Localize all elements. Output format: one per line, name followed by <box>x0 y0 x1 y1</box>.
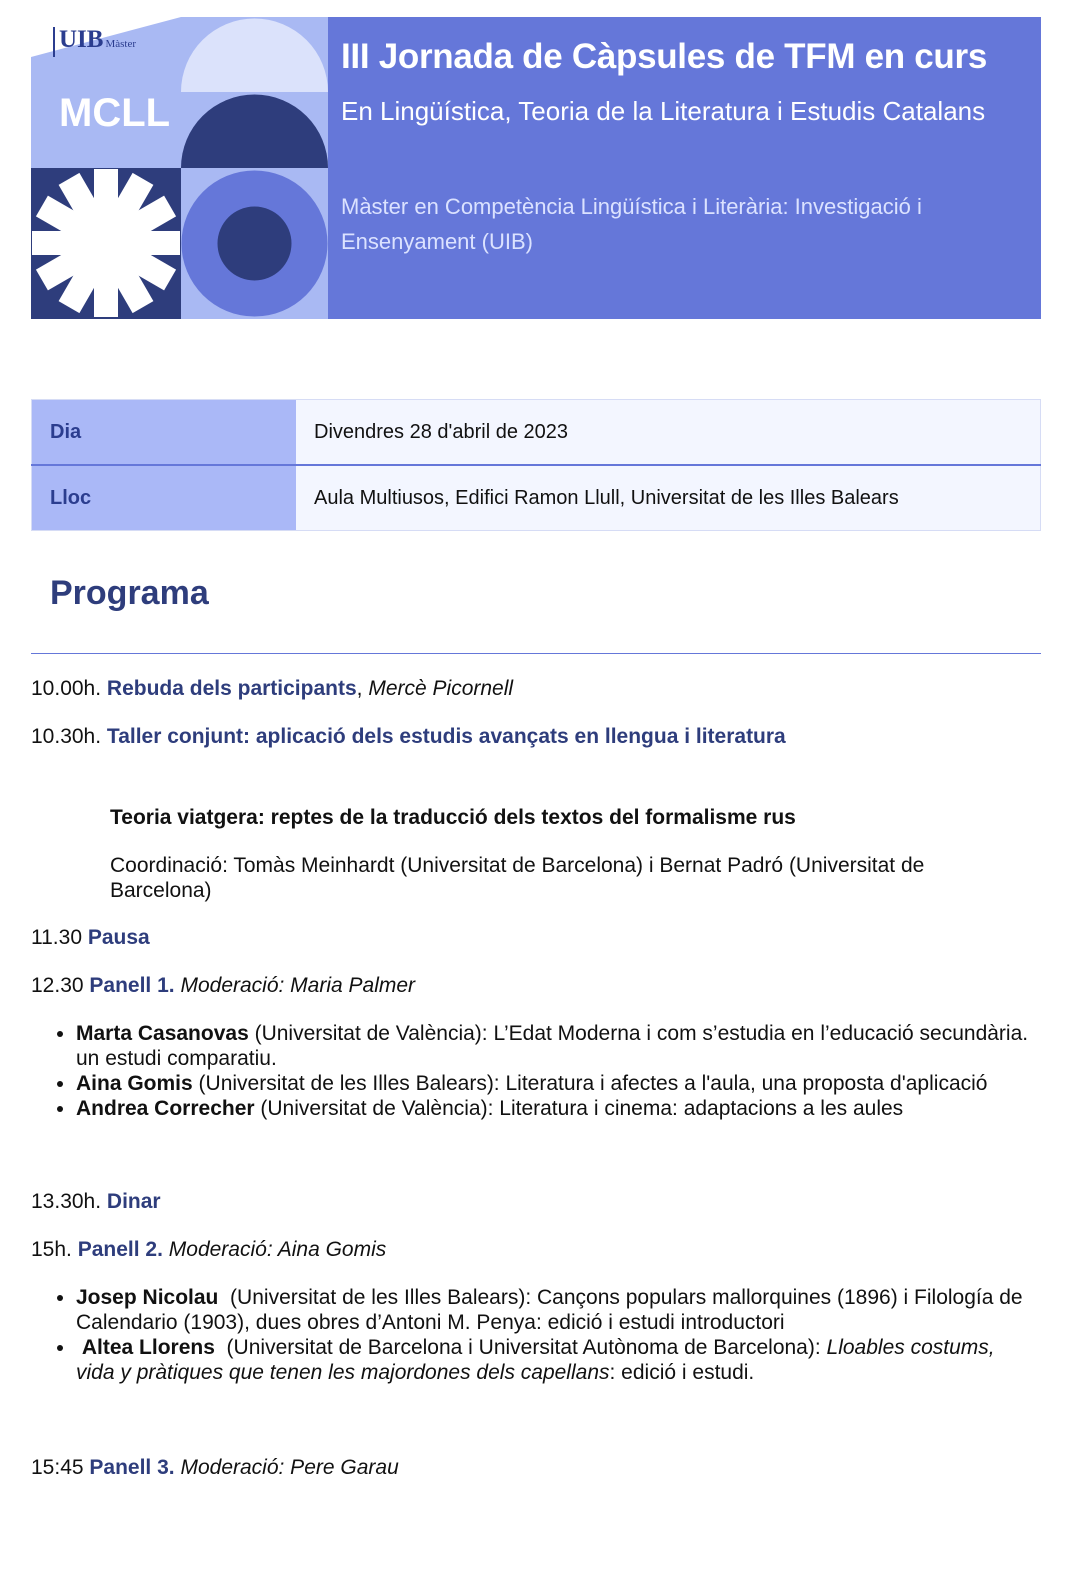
list-item: • Andrea Correcher (Universitat de València): Literatura i cinema: adaptacions a les aules <box>76 1096 1031 1121</box>
panel2-list <box>31 1285 1031 1385</box>
master-name: Màster en Competència Lingüística i Literària: Investigació i Ensenyament (UIB) <box>341 194 922 254</box>
mcll-logo <box>31 17 328 319</box>
list-item: • Altea Llorens (Universitat de Barcelona i Universitat Autònoma de Barcelona): Lloables costums, vida y pràtiques que tenen les majordones dels capellans: edició i estudi. <box>76 1335 1031 1385</box>
workshop-coordination: Coordinació: Tomàs Meinhardt (Universitat de Barcelona) i Bernat Padró (Universitat de Barcelona) <box>110 854 925 902</box>
session-person: Mercè Picornell <box>368 677 514 700</box>
uib-wordmark: UIB Màster <box>53 27 136 57</box>
program-title: Programa <box>50 574 209 612</box>
program-content <box>31 676 1031 1481</box>
logo-tile-ring <box>181 168 328 319</box>
logo-tile-star <box>31 168 181 319</box>
session-label: Panell 1. <box>89 974 175 997</box>
info-key-day: Dia <box>32 400 297 466</box>
time: 15:45 <box>31 1456 84 1479</box>
session-label: Pausa <box>87 926 150 949</box>
program-item-panel3 <box>31 1455 1031 1481</box>
session-label: Panell 3. <box>89 1456 175 1479</box>
logo-tile-halfcircles <box>181 17 328 168</box>
list-item: • Marta Casanovas (Universitat de València): L’Edat Moderna i com s’estudia en l’educació secundària. un estudi comparatiu. <box>76 1021 1031 1071</box>
star-burst-icon <box>31 168 181 319</box>
session-label: Taller conjunt: aplicació dels estudis avançats en llengua i literatura <box>106 725 786 748</box>
time: 13.30h. <box>31 1190 102 1213</box>
moderation: Moderació: Aina Gomis <box>168 1238 387 1261</box>
time: 12.30 <box>31 974 84 997</box>
event-subtitle: En Lingüística, Teoria de la Literatura i Estudis Catalans <box>341 96 986 126</box>
logo-tile-uib <box>31 17 181 168</box>
program-item-workshop <box>31 724 1031 750</box>
time: 11.30 <box>31 926 82 949</box>
info-value-day: Divendres 28 d'abril de 2023 <box>296 400 1041 466</box>
table-row <box>32 400 1041 466</box>
table-row <box>32 465 1041 531</box>
workshop-title: Teoria viatgera: reptes de la traducció dels textos del formalisme rus <box>110 806 796 829</box>
time: 15h. <box>31 1238 72 1261</box>
mcll-wordmark: MCLL <box>59 91 171 135</box>
session-label: Dinar <box>106 1190 161 1213</box>
divider <box>31 653 1041 654</box>
session-label: Rebuda dels participants <box>106 677 357 700</box>
moderation: Moderació: Pere Garau <box>180 1456 399 1479</box>
list-item: • Josep Nicolau (Universitat de les Illes Balears): Cançons populars mallorquines (1896) i Filología de Calendario (1903), dues obres d’Antoni M. Penya: edició i estudi introductori <box>76 1285 1031 1335</box>
program-item-panel1 <box>31 973 1031 999</box>
event-title: III Jornada de Càpsules de TFM en curs <box>341 37 987 76</box>
moderation: Moderació: Maria Palmer <box>180 974 416 997</box>
time: 10.00h. <box>31 677 102 700</box>
header-banner <box>31 17 1041 319</box>
info-key-place: Lloc <box>32 465 297 531</box>
program-item-reception: 10.00h. Rebuda dels participants, Mercè Picornell <box>31 677 514 700</box>
time: 10.30h. <box>31 725 102 748</box>
program-item-pause <box>31 925 1031 951</box>
program-item-panel2 <box>31 1237 1031 1263</box>
banner-text <box>341 35 1029 259</box>
panel1-list <box>31 1021 1031 1121</box>
program-item-lunch <box>31 1189 1031 1215</box>
ring-icon <box>181 168 328 319</box>
event-info-table <box>31 399 1041 531</box>
info-value-place: Aula Multiusos, Edifici Ramon Llull, Universitat de les Illes Balears <box>296 465 1041 531</box>
session-label: Panell 2. <box>77 1238 163 1261</box>
half-circles-icon <box>181 17 328 168</box>
list-item: • Aina Gomis (Universitat de les Illes Balears): Literatura i afectes a l'aula, una proposta d'aplicació <box>76 1071 1031 1096</box>
